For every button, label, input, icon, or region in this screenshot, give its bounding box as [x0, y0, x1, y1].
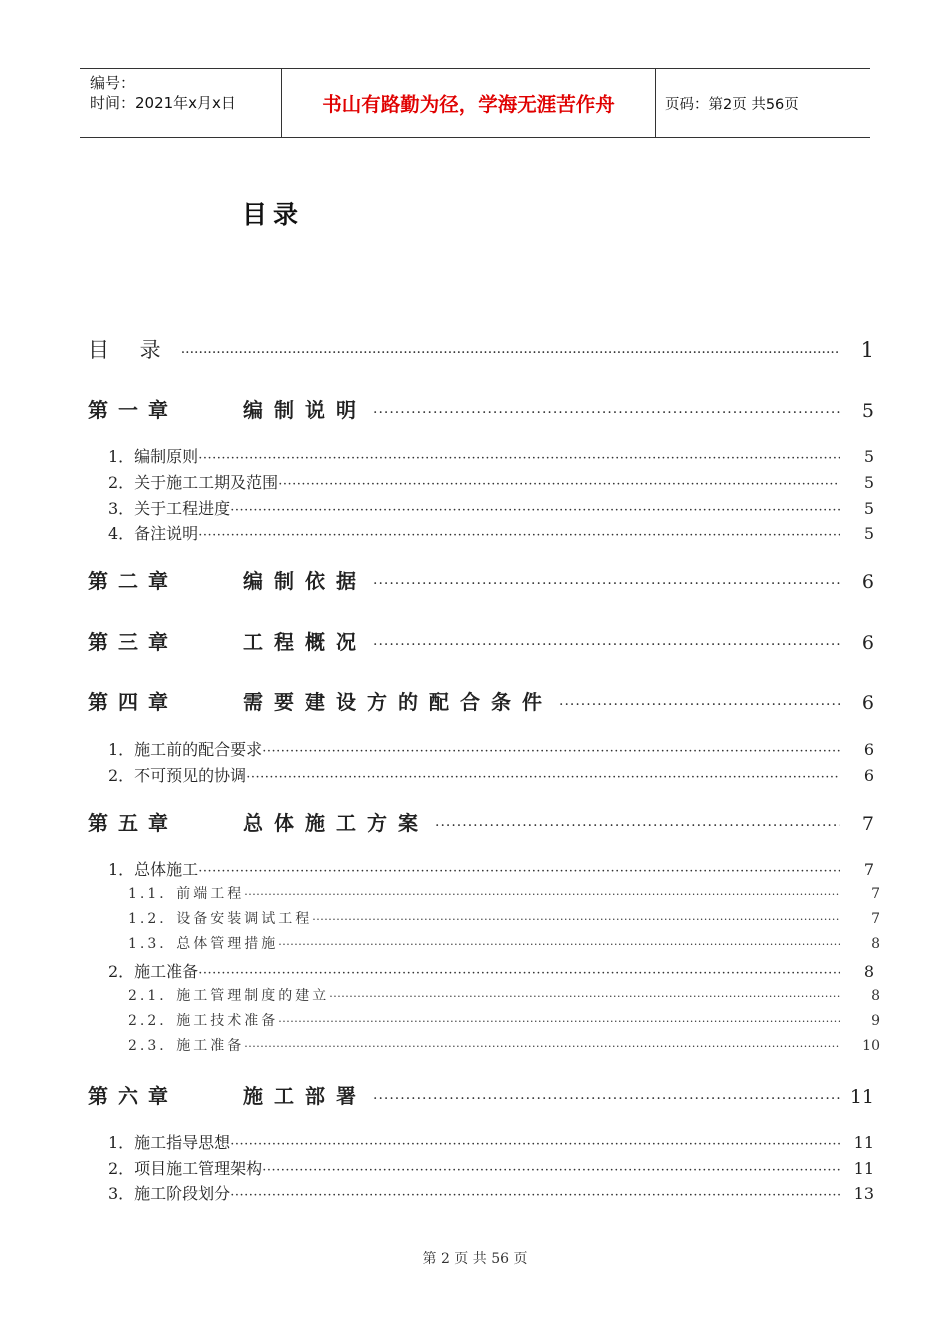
doc-number-label: 编号：	[90, 74, 136, 92]
toc-entry-label: 4．备注说明	[108, 524, 199, 543]
toc-leader-dots	[230, 1188, 840, 1203]
toc-entry-label: 目 录	[88, 338, 173, 362]
toc-chapter-heading	[88, 686, 553, 715]
toc-entry-page: 6	[861, 571, 874, 593]
toc-entry-page: 5	[863, 473, 874, 492]
header-page-info: 页码：第2页 共56页	[665, 96, 799, 113]
chapter-title: 总体施工方案	[243, 811, 429, 835]
toc-leader-dots	[373, 1091, 840, 1107]
toc-entry-label: 1．施工前的配合要求	[108, 740, 263, 759]
toc-leader-dots	[244, 1040, 840, 1053]
toc-entry-label: 2．关于施工工期及范围	[108, 473, 279, 492]
toc-entry-page: 13	[853, 1184, 874, 1203]
chapter-title: 编制依据	[243, 569, 367, 593]
toc-leader-dots	[262, 1163, 840, 1178]
toc-entry-page: 5	[863, 447, 874, 466]
toc-entry-label: 1．编制原则	[108, 447, 199, 466]
toc-section-entry[interactable]	[128, 908, 880, 928]
toc-section-entry[interactable]	[108, 763, 874, 786]
toc-section-entry[interactable]	[108, 521, 874, 544]
page-header	[80, 68, 870, 138]
toc-entry-page: 11	[853, 1159, 874, 1178]
toc-entry-page: 11	[853, 1133, 874, 1152]
toc-leader-dots	[230, 1137, 840, 1152]
toc-leader-dots	[373, 637, 840, 653]
toc-section-entry[interactable]	[108, 1181, 874, 1204]
toc-leader-dots	[244, 888, 840, 901]
toc-entry-label: 2.3．施工准备	[128, 1038, 245, 1054]
toc-leader-dots	[329, 990, 840, 1003]
chapter-number: 第五章	[88, 811, 178, 835]
toc-section-entry[interactable]	[128, 1010, 880, 1030]
toc-chapter-heading	[88, 394, 367, 423]
toc-entry-label: 2.2．施工技术准备	[128, 1013, 279, 1029]
toc-chapter-heading	[88, 626, 367, 655]
toc-entry-page: 7	[871, 911, 880, 927]
header-divider	[655, 69, 656, 137]
toc-entry-label: 2．项目施工管理架构	[108, 1159, 263, 1178]
toc-leader-dots	[198, 966, 840, 981]
toc-entry-page: 6	[863, 766, 874, 785]
toc-entry-label: 2.1．施工管理制度的建立	[128, 988, 330, 1004]
toc-section-entry[interactable]	[108, 737, 874, 760]
header-meta	[90, 73, 236, 113]
chapter-number: 第三章	[88, 630, 178, 654]
chapter-number: 第四章	[88, 690, 178, 714]
toc-chapter-entry[interactable]	[88, 394, 874, 423]
toc-leader-dots	[181, 345, 840, 361]
toc-entry-page: 11	[849, 1086, 874, 1108]
toc-section-entry[interactable]	[108, 857, 874, 880]
toc-entry-label: 2．不可预见的协调	[108, 766, 247, 785]
toc-leader-dots	[198, 864, 840, 879]
doc-time-label: 时间：2021年x月x日	[90, 94, 236, 112]
toc-entry-contents[interactable]	[88, 334, 874, 364]
toc-entry-label: 3．施工阶段划分	[108, 1184, 231, 1203]
chapter-title: 编制说明	[243, 398, 367, 422]
toc-entry-page: 7	[871, 886, 880, 902]
toc-chapter-entry[interactable]	[88, 1080, 874, 1109]
toc-leader-dots	[230, 503, 840, 518]
toc-entry-label: 1．施工指导思想	[108, 1133, 231, 1152]
toc-entry-page: 7	[863, 860, 874, 879]
toc-section-entry[interactable]	[108, 1156, 874, 1179]
toc-leader-dots	[278, 1015, 840, 1028]
toc-entry-page: 5	[863, 524, 874, 543]
chapter-title: 施工部署	[243, 1084, 367, 1108]
toc-section-entry[interactable]	[108, 444, 874, 467]
toc-entry-label: 2．施工准备	[108, 962, 199, 981]
toc-section-entry[interactable]	[128, 1035, 880, 1055]
toc-entry-page: 1	[860, 338, 874, 362]
header-motto: 书山有路勤为径，学海无涯苦作舟	[322, 93, 615, 116]
toc-leader-dots	[559, 697, 840, 713]
toc-entry-page: 5	[863, 499, 874, 518]
toc-entry-label: 1.1．前端工程	[128, 886, 245, 902]
toc-entry-page: 6	[861, 632, 874, 654]
chapter-number: 第六章	[88, 1084, 178, 1108]
toc-entry-label: 1.2．设备安装调试工程	[128, 911, 313, 927]
toc-section-entry[interactable]	[128, 985, 880, 1005]
toc-leader-dots	[198, 528, 840, 543]
toc-section-entry[interactable]	[108, 959, 874, 982]
toc-leader-dots	[278, 938, 840, 951]
toc-entry-page: 6	[863, 740, 874, 759]
toc-entry-label: 1．总体施工	[108, 860, 199, 879]
toc-chapter-heading	[88, 565, 367, 594]
chapter-number: 第二章	[88, 569, 178, 593]
toc-leader-dots	[262, 744, 840, 759]
toc-section-entry[interactable]	[108, 470, 874, 493]
toc-entry-page: 8	[863, 962, 874, 981]
toc-chapter-entry[interactable]	[88, 565, 874, 594]
chapter-title: 工程概况	[243, 630, 367, 654]
toc-leader-dots	[246, 770, 840, 785]
toc-leader-dots	[278, 477, 840, 492]
toc-entry-page: 5	[861, 400, 874, 422]
toc-leader-dots	[312, 913, 840, 926]
toc-leader-dots	[435, 818, 840, 834]
chapter-title: 需要建设方的配合条件	[243, 690, 553, 714]
toc-entry-label: 3．关于工程进度	[108, 499, 231, 518]
toc-entry-page: 10	[862, 1038, 880, 1054]
toc-entry-page: 9	[871, 1013, 880, 1029]
toc-chapter-entry[interactable]	[88, 686, 874, 715]
toc-chapter-heading	[88, 807, 429, 836]
toc-section-entry[interactable]	[108, 1130, 874, 1153]
toc-section-entry[interactable]	[108, 496, 874, 519]
toc-leader-dots	[373, 405, 840, 421]
toc-entry-page: 7	[861, 813, 874, 835]
toc-entry-page: 8	[871, 936, 880, 952]
toc-chapter-entry[interactable]	[88, 626, 874, 655]
page-footer: 第 2 页 共 56 页	[422, 1251, 528, 1267]
toc-section-entry[interactable]	[128, 883, 880, 903]
toc-leader-dots	[373, 576, 840, 592]
toc-leader-dots	[198, 451, 840, 466]
toc-section-entry[interactable]	[128, 933, 880, 953]
chapter-number: 第一章	[88, 398, 178, 422]
document-title: 目录	[242, 200, 305, 229]
toc-chapter-heading	[88, 1080, 367, 1109]
toc-chapter-entry[interactable]	[88, 807, 874, 836]
toc-entry-page: 8	[871, 988, 880, 1004]
toc-entry-label: 1.3．总体管理措施	[128, 936, 279, 952]
toc-entry-page: 6	[861, 692, 874, 714]
